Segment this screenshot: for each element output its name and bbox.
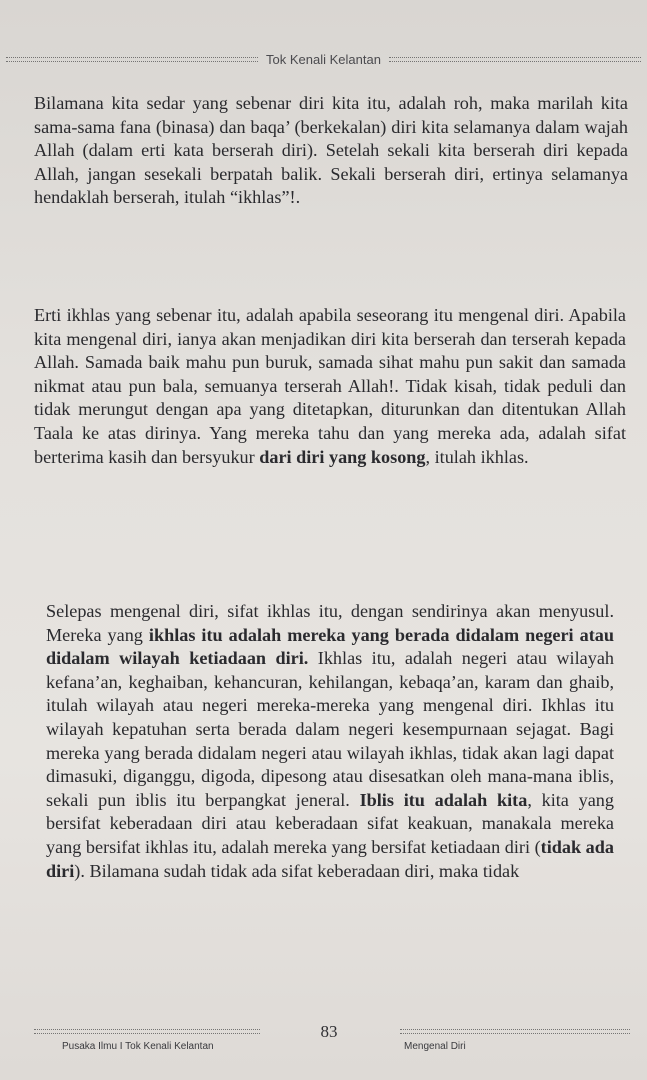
running-header bbox=[6, 49, 641, 69]
paragraph-1 bbox=[34, 92, 628, 210]
header-ornament-left bbox=[6, 57, 258, 62]
bold-text-segment: Iblis itu adalah kita bbox=[359, 789, 528, 810]
page-number: 83 bbox=[320, 1022, 338, 1041]
text-segment: Bilamana kita sedar yang sebenar diri kita itu, adalah roh, maka marilah kita sama-sama fana (binasa) dan baqa’ (berkekalan) diri kita selamanya dalam wajah Allah (dalam erti kata berserah diri). Setelah sekali kita berserah diri kepada Allah, jangan sesekali berpatah balik. Sekali berserah diri, ertinya selamanya hendaklah berserah, itulah “ikhlas”!. bbox=[34, 93, 628, 208]
text-segment: ). Bilamana sudah tidak ada sifat keberadaan diri, maka tidak bbox=[74, 860, 520, 881]
paragraph-3 bbox=[46, 600, 614, 883]
text-segment: Erti ikhlas yang sebenar itu, adalah apabila seseorang itu mengenal diri. Apabila kita mengenal diri, ianya akan menjadikan diri kita berserah dan terserah kepada Allah. Samada baik mahu pun buruk, samada sihat mahu pun sakit dan samada nikmat atau pun bala, semuanya terserah Allah!. Tidak kisah, tidak peduli dan tidak merungut dengan apa yang ditetapkan, diturunkan dan ditentukan Allah Taala ke atas dirinya. Yang mereka tahu dan yang mereka ada, adalah sifat berterima kasih dan bersyukur bbox=[34, 305, 626, 467]
text-segment: Ikhlas itu, adalah negeri atau wilayah kefana’an, keghaiban, kehancuran, kehilangan, kebaqa’an, karam dan ghaib, itulah wilayah atau negeri mereka-mereka yang mengenal diri. Ikhlas itu wilayah kepatuhan serta berada dalam negeri kesempurnaan sejagat. Bagi mereka yang berada didalam negeri atau wilayah ikhlas, tidak akan lagi dapat dimasuki, diganggu, digoda, dipesong atau disesatkan oleh mana-mana iblis, sekali pun iblis itu berpangkat jeneral. bbox=[46, 648, 614, 810]
text-segment: , itulah ikhlas. bbox=[425, 446, 529, 467]
footer-book-title: Pusaka Ilmu I Tok Kenali Kelantan bbox=[62, 1041, 214, 1052]
footer-ornament-left bbox=[34, 1029, 260, 1034]
header-ornament-right bbox=[389, 57, 641, 62]
bold-text-segment: tidak ada diri bbox=[46, 836, 614, 881]
text-segment: Selepas mengenal diri, sifat ikhlas itu, dengan sendirinya akan menyusul. Mereka yang bbox=[46, 601, 614, 645]
bold-text-segment: ikhlas itu adalah mereka yang berada didalam negeri atau didalam wilayah ketiadaan diri. bbox=[46, 624, 614, 669]
header-title: Tok Kenali Kelantan bbox=[266, 51, 381, 67]
text-segment: , kita yang bersifat keberadaan diri atau keberadaan sifat keakuan, manakala mereka yang bersifat ikhlas itu, adalah mereka yang bersifat ketiadaan diri ( bbox=[46, 789, 614, 857]
footer-ornament-right bbox=[400, 1029, 630, 1034]
footer-chapter-title: Mengenal Diri bbox=[404, 1041, 466, 1052]
paragraph-2 bbox=[34, 304, 626, 469]
bold-text-segment: dari diri yang kosong bbox=[259, 446, 426, 467]
